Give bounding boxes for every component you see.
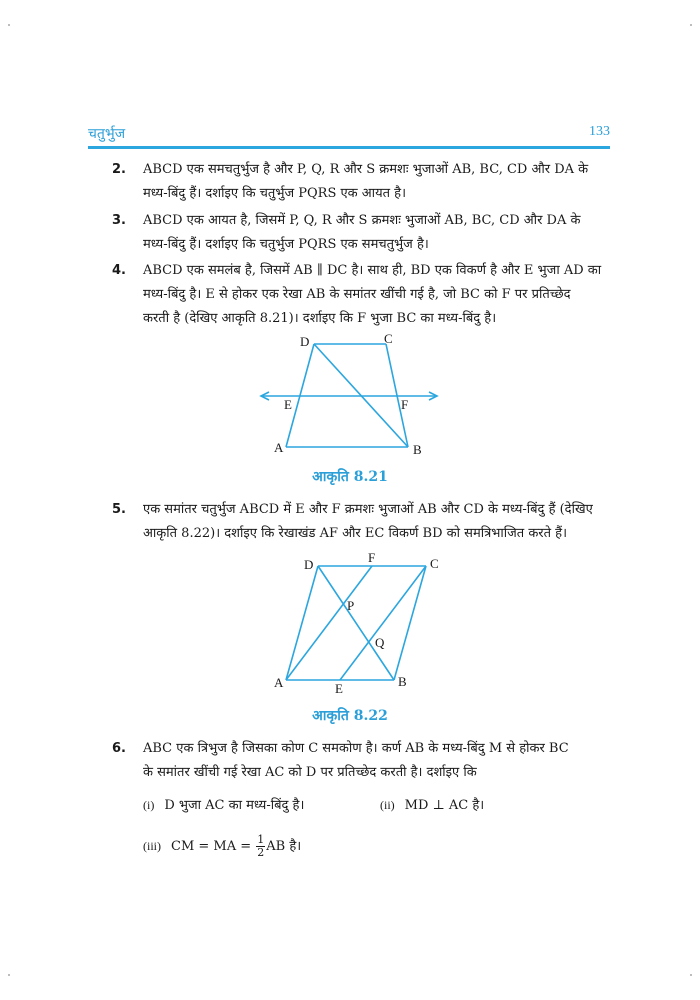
question-number: 5. xyxy=(112,502,126,517)
figure-8-22 xyxy=(265,548,455,698)
label-q: Q xyxy=(375,635,385,650)
question-line: ABCD एक आयत है, जिसमें P, Q, R और S क्रमशः भुजाओं AB, BC, CD और DA के xyxy=(143,213,581,228)
fraction-numerator: 1 xyxy=(257,833,265,846)
question-line: के समांतर खींची गई रेखा AC को D पर प्रतिच्छेद करती है। दर्शाइए कि xyxy=(143,765,477,780)
question-line: आकृति 8.22)। दर्शाइए कि रेखाखंड AF और EC विकर्ण BD को समत्रिभाजित करते हैं। xyxy=(143,526,567,541)
equation-lhs: CM = MA = xyxy=(171,839,252,854)
question-line: ABCD एक समलंब है, जिसमें AB ∥ DC है। साथ ही, BD एक विकर्ण है और E भुजा AD का xyxy=(143,263,602,278)
question-3 xyxy=(112,209,612,257)
label-a: A xyxy=(274,440,284,455)
label-d: D xyxy=(300,334,310,349)
page-number: 133 xyxy=(589,124,610,139)
fraction xyxy=(256,834,265,859)
question-number: 4. xyxy=(112,263,126,278)
question-line: एक समांतर चतुर्भुज ABCD में E और F क्रमशः भुजाओं AB और CD के मध्य-बिंदु हैं (देखिए xyxy=(143,502,593,517)
label-p: P xyxy=(347,598,355,613)
corner-mark xyxy=(690,24,692,26)
question-line: ABC एक त्रिभुज है जिसका कोण C समकोण है। कर्ण AB के मध्य-बिंदु M से होकर BC xyxy=(143,741,569,756)
label-a: A xyxy=(274,675,284,690)
label-e: E xyxy=(284,397,292,412)
figure-caption: आकृति 8.21 xyxy=(312,469,388,485)
subpart-iii xyxy=(143,834,301,859)
header-rule xyxy=(88,146,610,149)
label-c: C xyxy=(430,556,439,571)
corner-mark xyxy=(8,974,10,976)
equation-rhs: AB है। xyxy=(266,839,302,854)
question-line: मध्य-बिंदु है। E से होकर एक रेखा AB के समांतर खींची गई है, जो BC को F पर प्रतिच्छेद xyxy=(143,287,571,302)
question-6 xyxy=(112,737,612,785)
question-2 xyxy=(112,158,612,206)
corner-mark xyxy=(690,974,692,976)
question-5 xyxy=(112,498,612,546)
subpart-numeral: (iii) xyxy=(143,839,161,853)
question-line: मध्य-बिंदु हैं। दर्शाइए कि चतुर्भुज PQRS एक समचतुर्भुज है। xyxy=(143,237,429,252)
label-f: F xyxy=(368,550,376,565)
question-line: करती है (देखिए आकृति 8.21)। दर्शाइए कि F भुजा BC का मध्य-बिंदु है। xyxy=(143,311,497,326)
side-bc xyxy=(394,566,426,680)
label-b: B xyxy=(398,674,407,689)
chapter-title: चतुर्भुज xyxy=(88,126,126,142)
fraction-denominator: 2 xyxy=(257,846,265,859)
subpart-text: D भुजा AC का मध्य-बिंदु है। xyxy=(164,798,305,813)
label-d: D xyxy=(304,557,314,572)
question-4 xyxy=(112,259,612,331)
label-e: E xyxy=(335,681,343,696)
subpart-ii xyxy=(380,795,484,813)
side-ad xyxy=(286,566,318,680)
question-number: 2. xyxy=(112,162,126,177)
label-b: B xyxy=(413,442,422,457)
subpart-numeral: (ii) xyxy=(380,798,395,812)
question-number: 6. xyxy=(112,741,126,756)
subpart-text: MD ⊥ AC है। xyxy=(404,798,485,813)
corner-mark xyxy=(8,24,10,26)
question-line: मध्य-बिंदु हैं। दर्शाइए कि चतुर्भुज PQRS एक आयत है। xyxy=(143,186,406,201)
question-line: ABCD एक समचतुर्भुज है और P, Q, R और S क्रमशः भुजाओं AB, BC, CD और DA के xyxy=(143,162,589,177)
question-number: 3. xyxy=(112,213,126,228)
figure-caption: आकृति 8.22 xyxy=(312,708,388,724)
figure-8-21 xyxy=(250,330,450,460)
subpart-numeral: (i) xyxy=(143,798,155,812)
subpart-i xyxy=(143,795,304,813)
page-header xyxy=(88,124,610,146)
label-f: F xyxy=(401,397,409,412)
label-c: C xyxy=(384,331,393,346)
